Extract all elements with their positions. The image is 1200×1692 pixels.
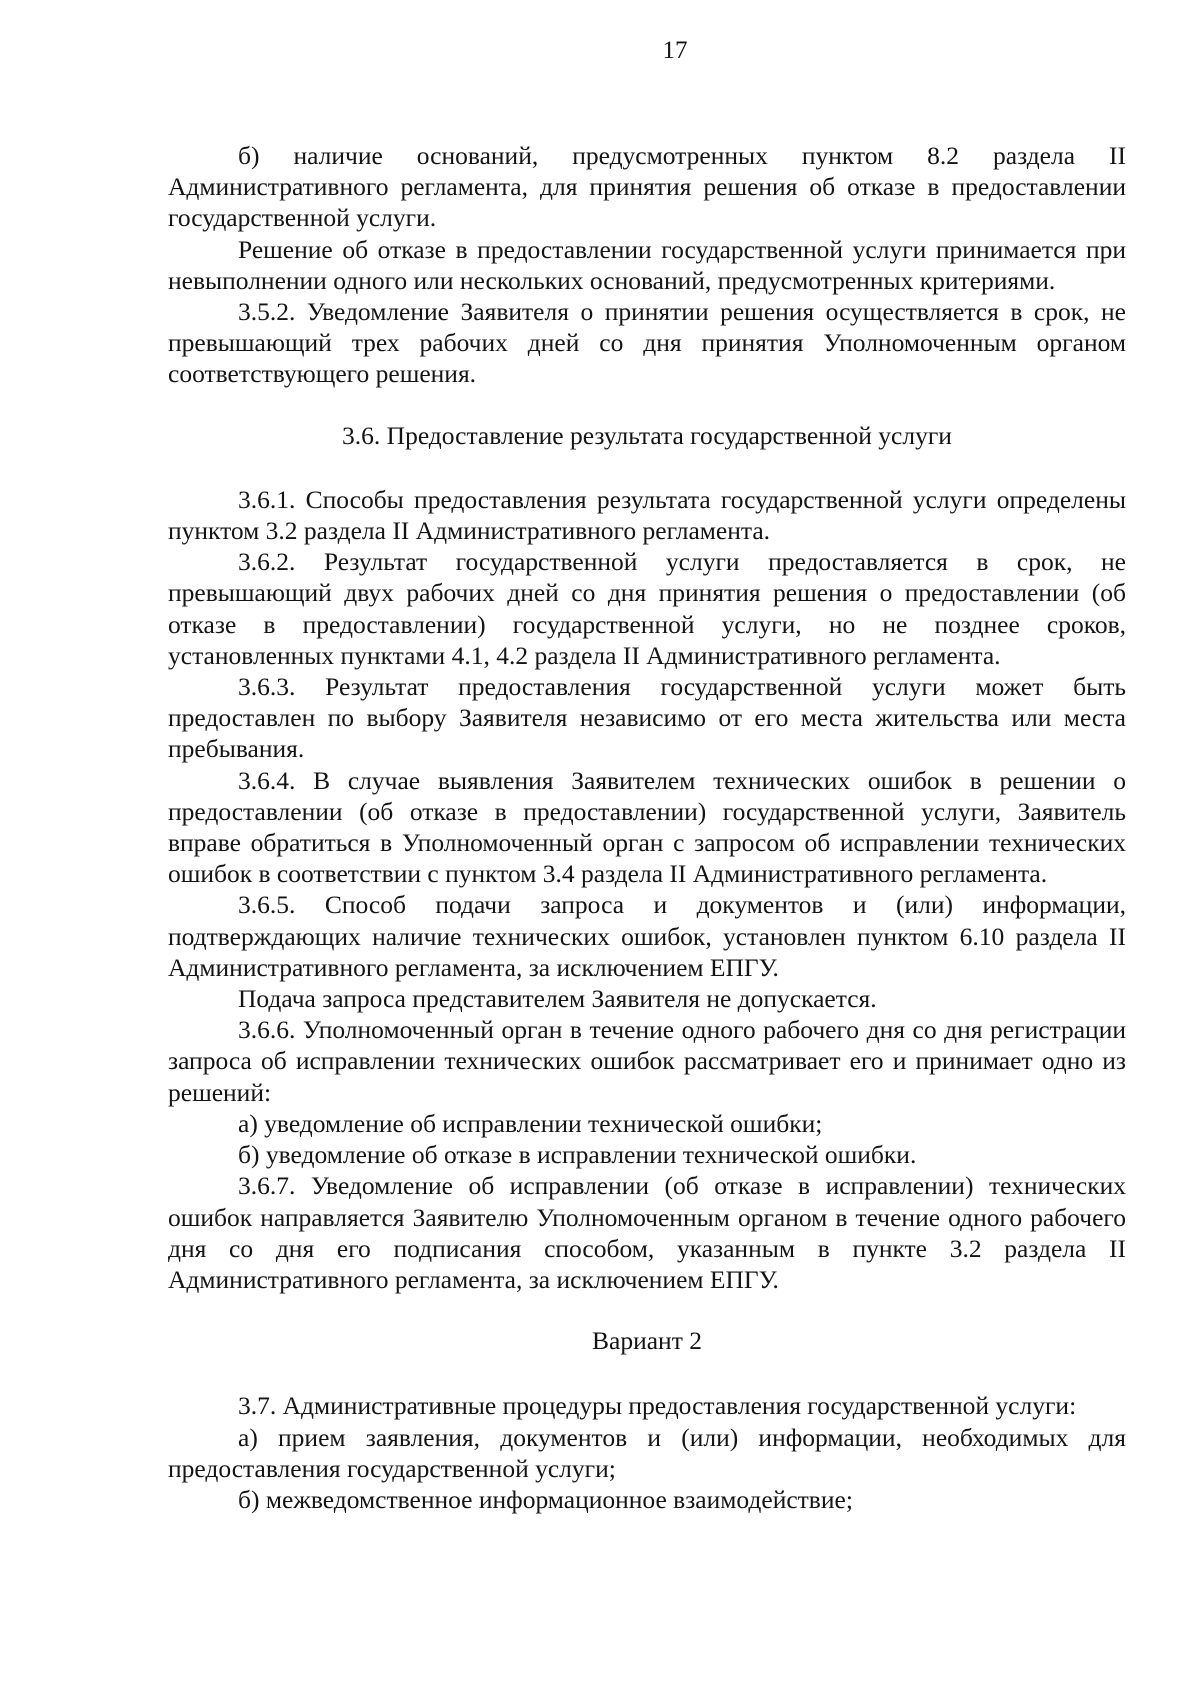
paragraph: 3.6.7. Уведомление об исправлении (об отказе в исправлении) технических ошибок направляется Заявителю Уполномоченным органом в течение одного рабочего дня со дня его подписания способом, указанным в пункте 3.2 раздела II Административного регламента, за исключением ЕПГУ.: [168, 1171, 1126, 1294]
variant-heading: Вариант 2: [592, 1326, 702, 1356]
list-item: б) межведомственное информационное взаимодействие;: [238, 1484, 853, 1514]
paragraph: 3.7. Административные процедуры предоставления государственной услуги:: [238, 1391, 1077, 1421]
paragraph: 3.6.1. Способы предоставления результата государственной услуги определены пунктом 3.2 раздела II Административного регламента.: [168, 484, 1126, 546]
paragraph: 3.6.5. Способ подачи запроса и документов и (или) информации, подтверждающих наличие технических ошибок, установлен пунктом 6.10 раздела II Административного регламента, за исключением ЕПГУ.: [168, 890, 1126, 982]
paragraph: 3.6.6. Уполномоченный орган в течение одного рабочего дня со дня регистрации запроса об исправлении технических ошибок рассматривает его и принимает одно из решений:: [168, 1015, 1126, 1107]
paragraph: 3.6.3. Результат предоставления государственной услуги может быть предоставлен по выбору Заявителя независимо от его места жительства или места пребывания.: [168, 672, 1126, 764]
list-item: б) уведомление об отказе в исправлении технической ошибки.: [238, 1140, 917, 1170]
paragraph: 3.6.2. Результат государственной услуги предоставляется в срок, не превышающий двух рабочих дней со дня принятия решения о предоставлении (об отказе в предоставлении) государственной услуги, но не позднее сроков, установленных пунктами 4.1, 4.2 раздела II Административного регламента.: [168, 547, 1126, 670]
list-item: а) уведомление об исправлении технической ошибки;: [238, 1108, 823, 1138]
paragraph: б) наличие оснований, предусмотренных пунктом 8.2 раздела II Административного регламента, для принятия решения об отказе в предоставлении государственной услуги.: [168, 141, 1126, 233]
page-number: 17: [662, 37, 688, 64]
section-heading: 3.6. Предоставление результата государственной услуги: [342, 420, 952, 450]
list-item: а) прием заявления, документов и (или) информации, необходимых для предоставления государственной услуги;: [168, 1422, 1126, 1483]
document-body: [168, 140, 1126, 1515]
paragraph: Подача запроса представителем Заявителя не допускается.: [238, 984, 877, 1014]
paragraph: 3.6.4. В случае выявления Заявителем технических ошибок в решении о предоставлении (об отказе в предоставлении) государственной услуги, Заявитель вправе обратиться в Уполномоченный орган с запросом об исправлении технических ошибок в соответствии с пунктом 3.4 раздела II Административного регламента.: [168, 765, 1126, 889]
paragraph: Решение об отказе в предоставлении государственной услуги принимается при невыполнении одного или нескольких оснований, предусмотренных критериями.: [168, 234, 1126, 295]
paragraph: 3.5.2. Уведомление Заявителя о принятии решения осуществляется в срок, не превышающий трех рабочих дней со дня принятия Уполномоченным органом соответствующего решения.: [168, 297, 1126, 389]
